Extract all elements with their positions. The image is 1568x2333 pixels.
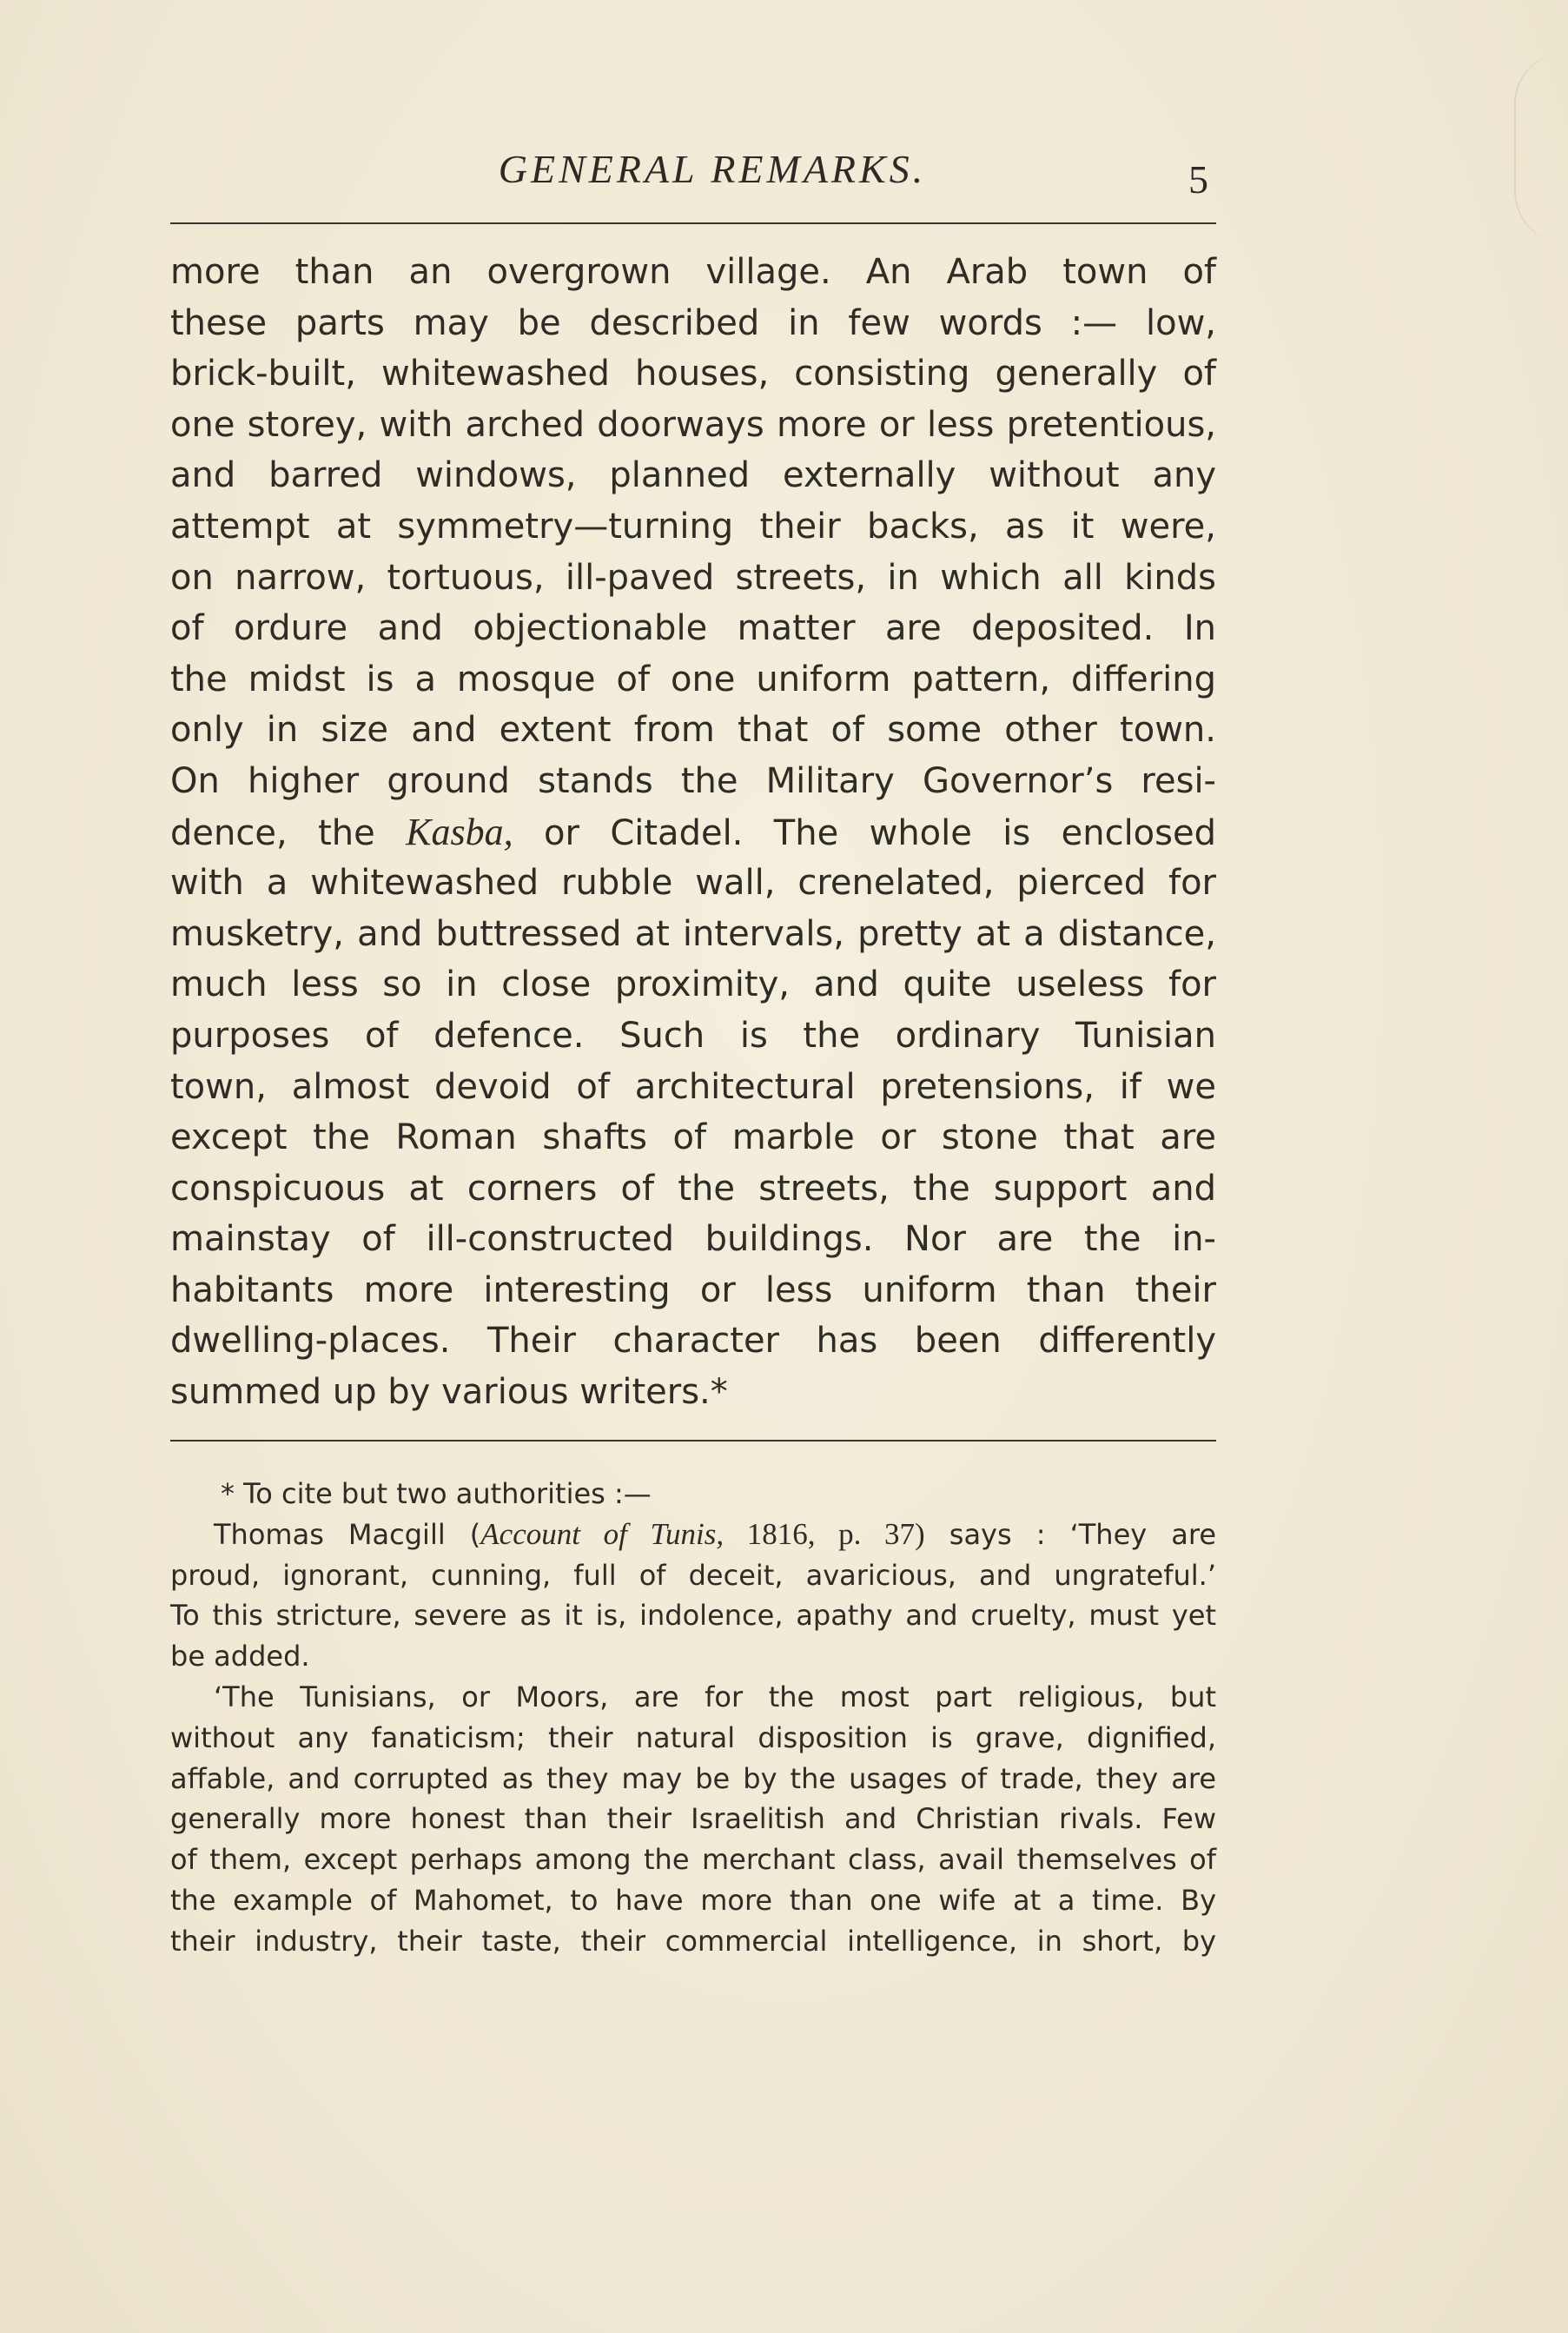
text-line-with-italic — [170, 807, 1216, 858]
text-line: on narrow, tortuous, ill-paved streets, in which all kinds — [170, 557, 1216, 598]
text-line: of ordure and objectionable matter are deposited. In — [170, 608, 1216, 649]
citation-tail: says : ‘They are — [924, 1517, 1217, 1551]
footnote-line: without any fanaticism; their natural disposition is grave, dignified, — [170, 1720, 1216, 1754]
italic-term-kasba: Kasba, — [406, 810, 513, 853]
footnote-intro: * To cite but two authorities :— — [221, 1477, 652, 1510]
citation-year-page: 1816, p. 37) — [724, 1516, 925, 1551]
text-line: musketry, and buttressed at intervals, pretty at a distance, — [170, 913, 1216, 954]
text-segment: or Citadel. The whole is enclosed — [513, 812, 1216, 853]
footnote-line: ‘The Tunisians, or Moors, are for the most part religious, but — [214, 1680, 1216, 1713]
footnote-line: the example of Mahomet, to have more than one wife at a time. By — [170, 1883, 1216, 1917]
footnote-line: their industry, their taste, their commercial intelligence, in short, by — [170, 1924, 1216, 1958]
footnote-line: of them, except perhaps among the merchant class, avail themselves of — [170, 1843, 1216, 1877]
text-line: mainstay of ill-constructed buildings. Nor are the in- — [170, 1219, 1216, 1260]
footnote-block — [170, 1474, 1216, 1962]
text-line-last: summed up by various writers.* — [170, 1372, 728, 1413]
text-line: habitants more interesting or less uniform than their — [170, 1269, 1216, 1310]
text-line: much less so in close proximity, and quite useless for — [170, 964, 1216, 1005]
text-line: one storey, with arched doorways more or less pretentious, — [170, 404, 1216, 445]
text-line: except the Roman shafts of marble or stone that are — [170, 1117, 1216, 1158]
text-line: with a whitewashed rubble wall, crenelated, pierced for — [170, 863, 1216, 904]
page-edge-curl — [1514, 52, 1568, 243]
footnote-line: be added. — [170, 1640, 310, 1674]
text-line: only in size and extent from that of some other town. — [170, 710, 1216, 751]
text-segment: dence, the — [170, 812, 407, 853]
main-text-block — [170, 247, 1216, 1418]
footnote-rule — [170, 1440, 1216, 1442]
text-line: On higher ground stands the Military Governor’s resi- — [170, 760, 1216, 801]
citation-work-title: Account of Tunis, — [480, 1516, 724, 1551]
text-line: dwelling-places. Their character has been differently — [170, 1321, 1216, 1362]
running-title: GENERAL REMARKS. — [498, 147, 927, 191]
text-line: the midst is a mosque of one uniform pattern, differing — [170, 659, 1216, 699]
citation-author: Thomas Macgill ( — [214, 1517, 481, 1551]
text-line: attempt at symmetry—turning their backs, as it were, — [170, 506, 1216, 547]
footnote-line: To this stricture, severe as it is, indolence, apathy and cruelty, must yet — [170, 1599, 1216, 1633]
footnote-line: proud, ignorant, cunning, full of deceit, avaricious, and ungrateful.’ — [170, 1558, 1216, 1592]
page-number: 5 — [1188, 157, 1208, 202]
text-line: and barred windows, planned externally without any — [170, 455, 1216, 496]
footnote-line: generally more honest than their Israelitish and Christian rivals. Few — [170, 1802, 1216, 1836]
text-line: purposes of defence. Such is the ordinary Tunisian — [170, 1015, 1216, 1056]
text-line: brick-built, whitewashed houses, consisting generally of — [170, 354, 1216, 394]
text-line: these parts may be described in few words :— low, — [170, 302, 1216, 343]
footnote-citation-line — [170, 1514, 1216, 1555]
text-line: conspicuous at corners of the streets, the support and — [170, 1168, 1216, 1209]
footnote-line: affable, and corrupted as they may be by the usages of trade, they are — [170, 1761, 1216, 1795]
text-line: town, almost devoid of architectural pretensions, if we — [170, 1066, 1216, 1107]
text-line: more than an overgrown village. An Arab town of — [170, 252, 1216, 292]
header-rule — [170, 222, 1216, 224]
